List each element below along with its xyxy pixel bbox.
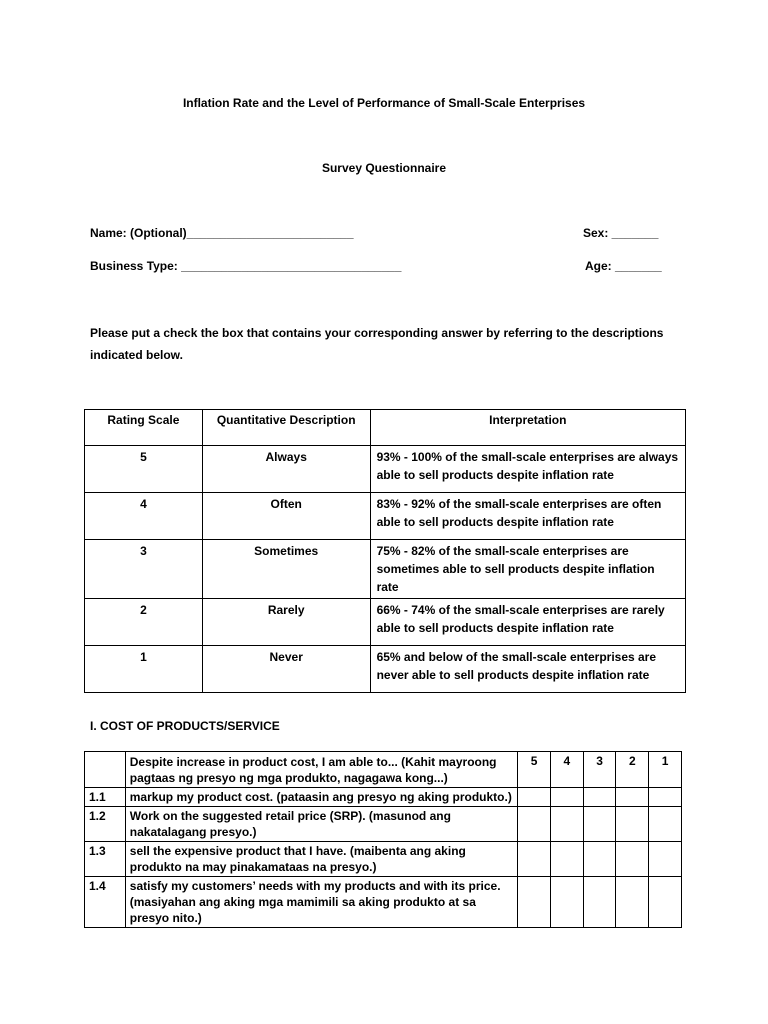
item-number: 1.4 [85, 877, 126, 928]
table-row [85, 540, 686, 599]
answer-checkbox-2[interactable] [616, 877, 649, 928]
document-title: Inflation Rate and the Level of Performance of Small-Scale Enterprises [182, 96, 586, 110]
table-header-row [85, 410, 686, 446]
question-prompt: Despite increase in product cost, I am able to... (Kahit mayroong pagtaas ng presyo ng mga produkto, nagagawa kong...) [125, 752, 517, 788]
answer-checkbox-3[interactable] [583, 842, 616, 877]
rating-scale-cell: 3 [85, 540, 203, 599]
section-title-cost: I. COST OF PRODUCTS/SERVICE [90, 719, 280, 733]
table-row [85, 646, 686, 693]
interpretation-cell: 65% and below of the small-scale enterprises are never able to sell products despite inflation rate [370, 646, 685, 693]
rating-scale-table [84, 409, 686, 693]
interpretation-cell: 93% - 100% of the small-scale enterprises are always able to sell products despite inflation rate [370, 446, 685, 493]
answer-checkbox-1[interactable] [649, 788, 682, 807]
item-text: markup my product cost. (pataasin ang presyo ng aking produkto.) [125, 788, 517, 807]
header-interpretation: Interpretation [370, 410, 685, 446]
empty-cell [85, 752, 126, 788]
answer-checkbox-5[interactable] [518, 807, 551, 842]
answer-checkbox-4[interactable] [550, 842, 583, 877]
answer-checkbox-3[interactable] [583, 877, 616, 928]
cost-questionnaire-table [84, 751, 682, 928]
business-type-field[interactable]: Business Type: _________________________________ [90, 259, 402, 273]
item-number: 1.2 [85, 807, 126, 842]
answer-checkbox-1[interactable] [649, 842, 682, 877]
table-row [85, 877, 682, 928]
answer-checkbox-1[interactable] [649, 807, 682, 842]
scale-header-3: 3 [583, 752, 616, 788]
rating-scale-cell: 5 [85, 446, 203, 493]
scale-header-1: 1 [649, 752, 682, 788]
item-text: sell the expensive product that I have. (maibenta ang aking produkto na may pinakamataas na presyo.) [125, 842, 517, 877]
answer-checkbox-4[interactable] [550, 788, 583, 807]
interpretation-cell: 75% - 82% of the small-scale enterprises are sometimes able to sell products despite inflation rate [370, 540, 685, 599]
description-cell: Always [202, 446, 370, 493]
description-cell: Often [202, 493, 370, 540]
rating-scale-cell: 4 [85, 493, 203, 540]
answer-checkbox-4[interactable] [550, 807, 583, 842]
table-row [85, 599, 686, 646]
question-header-row [85, 752, 682, 788]
table-row [85, 788, 682, 807]
answer-checkbox-2[interactable] [616, 807, 649, 842]
answer-checkbox-2[interactable] [616, 788, 649, 807]
answer-checkbox-3[interactable] [583, 788, 616, 807]
answer-checkbox-4[interactable] [550, 877, 583, 928]
description-cell: Never [202, 646, 370, 693]
scale-header-4: 4 [550, 752, 583, 788]
age-field[interactable]: Age: _______ [585, 259, 662, 273]
table-row [85, 493, 686, 540]
item-number: 1.3 [85, 842, 126, 877]
rating-scale-cell: 2 [85, 599, 203, 646]
interpretation-cell: 66% - 74% of the small-scale enterprises are rarely able to sell products despite inflation rate [370, 599, 685, 646]
instructions-text: Please put a check the box that contains your corresponding answer by referring to the descriptions indicated below. [90, 326, 664, 362]
scale-header-5: 5 [518, 752, 551, 788]
answer-checkbox-5[interactable] [518, 877, 551, 928]
description-cell: Rarely [202, 599, 370, 646]
document-subtitle: Survey Questionnaire [321, 161, 447, 175]
header-rating-scale: Rating Scale [85, 410, 203, 446]
answer-checkbox-2[interactable] [616, 842, 649, 877]
answer-checkbox-3[interactable] [583, 807, 616, 842]
answer-checkbox-1[interactable] [649, 877, 682, 928]
item-text: Work on the suggested retail price (SRP). (masunod ang nakatalagang presyo.) [125, 807, 517, 842]
scale-header-2: 2 [616, 752, 649, 788]
table-row [85, 446, 686, 493]
interpretation-cell: 83% - 92% of the small-scale enterprises are often able to sell products despite inflation rate [370, 493, 685, 540]
answer-checkbox-5[interactable] [518, 842, 551, 877]
table-row [85, 842, 682, 877]
description-cell: Sometimes [202, 540, 370, 599]
table-row [85, 807, 682, 842]
name-field[interactable]: Name: (Optional)_________________________ [90, 226, 354, 240]
sex-field[interactable]: Sex: _______ [583, 226, 659, 240]
item-number: 1.1 [85, 788, 126, 807]
answer-checkbox-5[interactable] [518, 788, 551, 807]
header-quantitative-description: Quantitative Description [202, 410, 370, 446]
item-text: satisfy my customers’ needs with my products and with its price. (masiyahan ang aking mga mamimili sa aking produkto at sa presyo nito.) [125, 877, 517, 928]
rating-scale-cell: 1 [85, 646, 203, 693]
